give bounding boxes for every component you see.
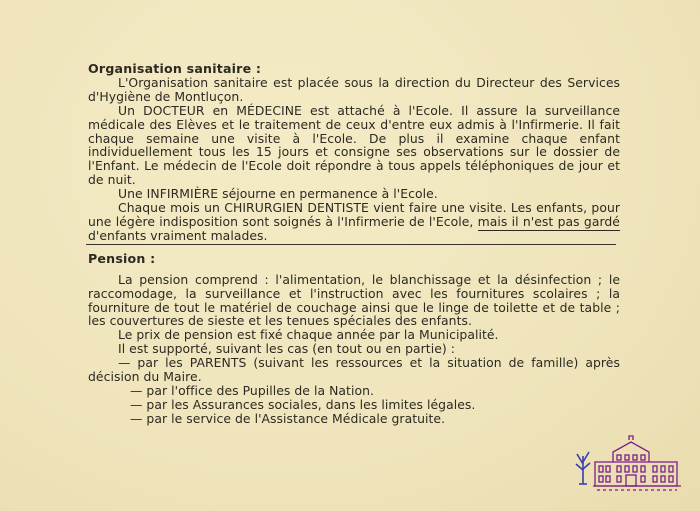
organisation-paragraph-2: Un DOCTEUR en MÉDECINE est attaché à l'Ecole. Il assure la surveillance médicale des Elèves et le traitement de ceux d'entre eux admis à l'Infirmerie. Il fait chaque semaine une visite à l'Ecole. De plus il examine chaque enfant individuellement tous les 15 jours et consigne ses observations sur le dossier de l'Enfant. Le médecin de l'Ecole doit répondre à tous appels téléphoniques de jour et de nuit. [88, 102, 620, 188]
underlined-note: mais il n'est pas gardé d'enfants vraiment malades. [88, 213, 620, 243]
organisation-heading: Organisation sanitaire : [88, 61, 262, 76]
school-building-stamp [573, 434, 685, 496]
pension-paragraph-3: Il est supporté, suivant les cas (en tout ou en partie) : [118, 341, 455, 357]
organisation-paragraph-1: L'Organisation sanitaire est placée sous la direction du Directeur des Services d'Hygiène de Montluçon. [88, 74, 620, 104]
section-divider [86, 244, 616, 245]
pension-heading: Pension : [88, 250, 156, 266]
organisation-paragraph-4-text: Chaque mois un CHIRURGIEN DENTISTE vient faire une visite. Les enfants, pour une légère indisposition sont soignés à l'Infirmerie de l'Ecole, [88, 200, 620, 229]
pension-item-assistance: — par le service de l'Assistance Médicale gratuite. [130, 410, 446, 426]
tree-icon [576, 452, 590, 484]
pension-item-assurances: — par les Assurances sociales, dans les limites légales. [130, 396, 476, 412]
pension-item-parents: — par les PARENTS (suivant les ressources et la situation de famille) après décision du Maire. [88, 355, 620, 385]
pension-item-pupilles: — par l'office des Pupilles de la Nation. [130, 382, 374, 398]
organisation-paragraph-4 [88, 201, 620, 243]
organisation-paragraph-3: Une INFIRMIÈRE séjourne en permanence à l'Ecole. [118, 186, 438, 202]
pension-paragraph-2: Le prix de pension est fixé chaque année par la Municipalité. [118, 327, 499, 343]
school-building-icon [593, 436, 681, 490]
pension-paragraph-1: La pension comprend : l'alimentation, le blanchissage et la désinfection ; le raccomodage, la surveillance et l'instruction avec les fournitures scolaires ; la fourniture de tout le matériel de couchage ainsi que le linge de toilette et de table ; les couvertures de sieste et les tenues spéciales des enfants. [88, 271, 620, 329]
